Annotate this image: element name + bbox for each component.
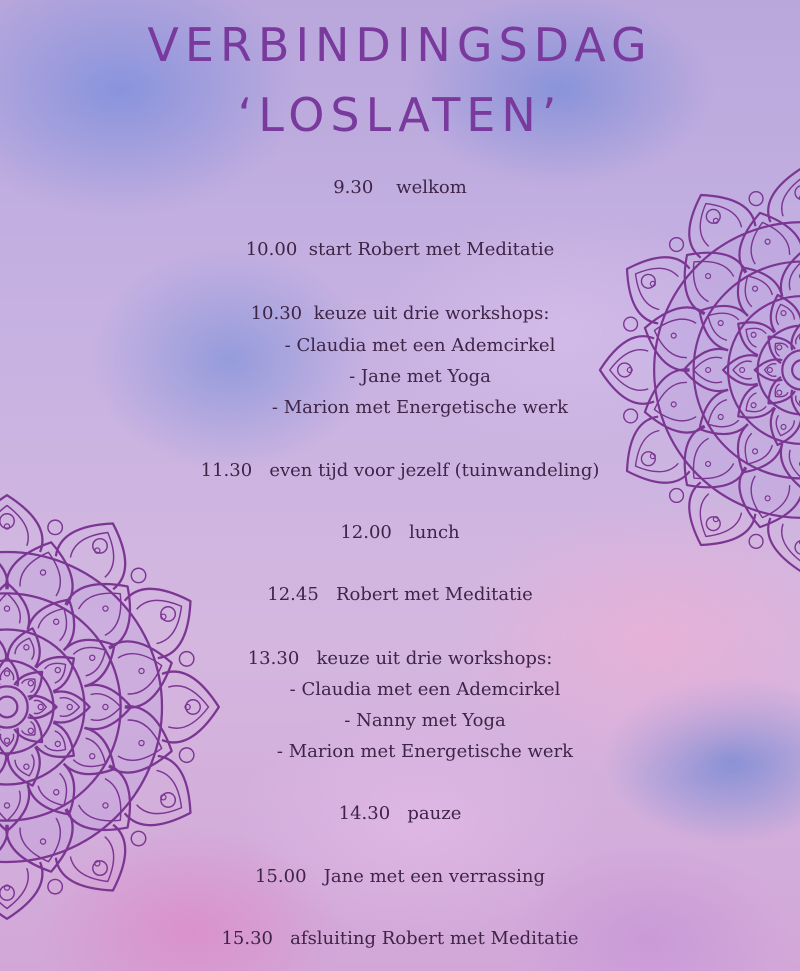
schedule-item-workshops-morning: [0, 303, 800, 325]
schedule-text: welkom: [396, 177, 467, 198]
workshop-option: - Jane met Yoga: [349, 366, 491, 387]
schedule-item-meditatie-middag: [0, 584, 800, 606]
schedule-time: 12.45: [267, 584, 319, 605]
workshop-option: - Marion met Energetische werk: [276, 741, 574, 762]
schedule-item-meditatie-start: [0, 239, 800, 261]
schedule-time: 10.00: [245, 239, 298, 260]
workshop-option: - Marion met Energetische werk: [271, 397, 569, 418]
schedule-text: Robert met Meditatie: [335, 584, 533, 605]
schedule-time: 11.30: [200, 460, 253, 481]
schedule-time: 13.30: [247, 648, 300, 669]
schedule-time: 12.00: [340, 522, 392, 543]
schedule-time: 9.30: [333, 177, 374, 198]
schedule-item-tuinwandeling: [0, 460, 800, 482]
schedule-time: 10.30: [250, 303, 303, 324]
schedule-text: even tijd voor jezelf (tuinwandeling): [269, 460, 600, 481]
schedule-item-workshops-afternoon: [0, 648, 800, 670]
workshop-option: - Claudia met een Ademcirkel: [289, 679, 561, 700]
schedule-text: afsluiting Robert met Meditatie: [290, 928, 579, 949]
workshop-option: - Nanny met Yoga: [344, 710, 506, 731]
schedule-item-lunch: [0, 522, 800, 544]
schedule-text: pauze: [407, 803, 462, 824]
schedule-item-afsluiting: [0, 928, 800, 950]
schedule-text: start Robert met Meditatie: [308, 239, 555, 260]
schedule-text: keuze uit drie workshops:: [313, 303, 550, 324]
workshop-option: - Claudia met een Ademcirkel: [284, 335, 556, 356]
schedule-time: 14.30: [338, 803, 391, 824]
schedule-time: 15.00: [254, 866, 307, 887]
schedule-text: Jane met een verrassing: [323, 866, 546, 887]
schedule-time: 15.30: [221, 928, 273, 949]
schedule-item-welkom: [0, 177, 800, 199]
mandala-decoration-left: [0, 490, 224, 924]
schedule-item-verrassing: [0, 866, 800, 888]
title-line-1: VERBINDINGSDAG: [147, 18, 653, 72]
title-line-2: ‘LOSLATEN’: [237, 88, 563, 142]
schedule-text: keuze uit drie workshops:: [316, 648, 553, 669]
schedule-item-pauze: [0, 803, 800, 825]
schedule-text: lunch: [409, 522, 460, 543]
